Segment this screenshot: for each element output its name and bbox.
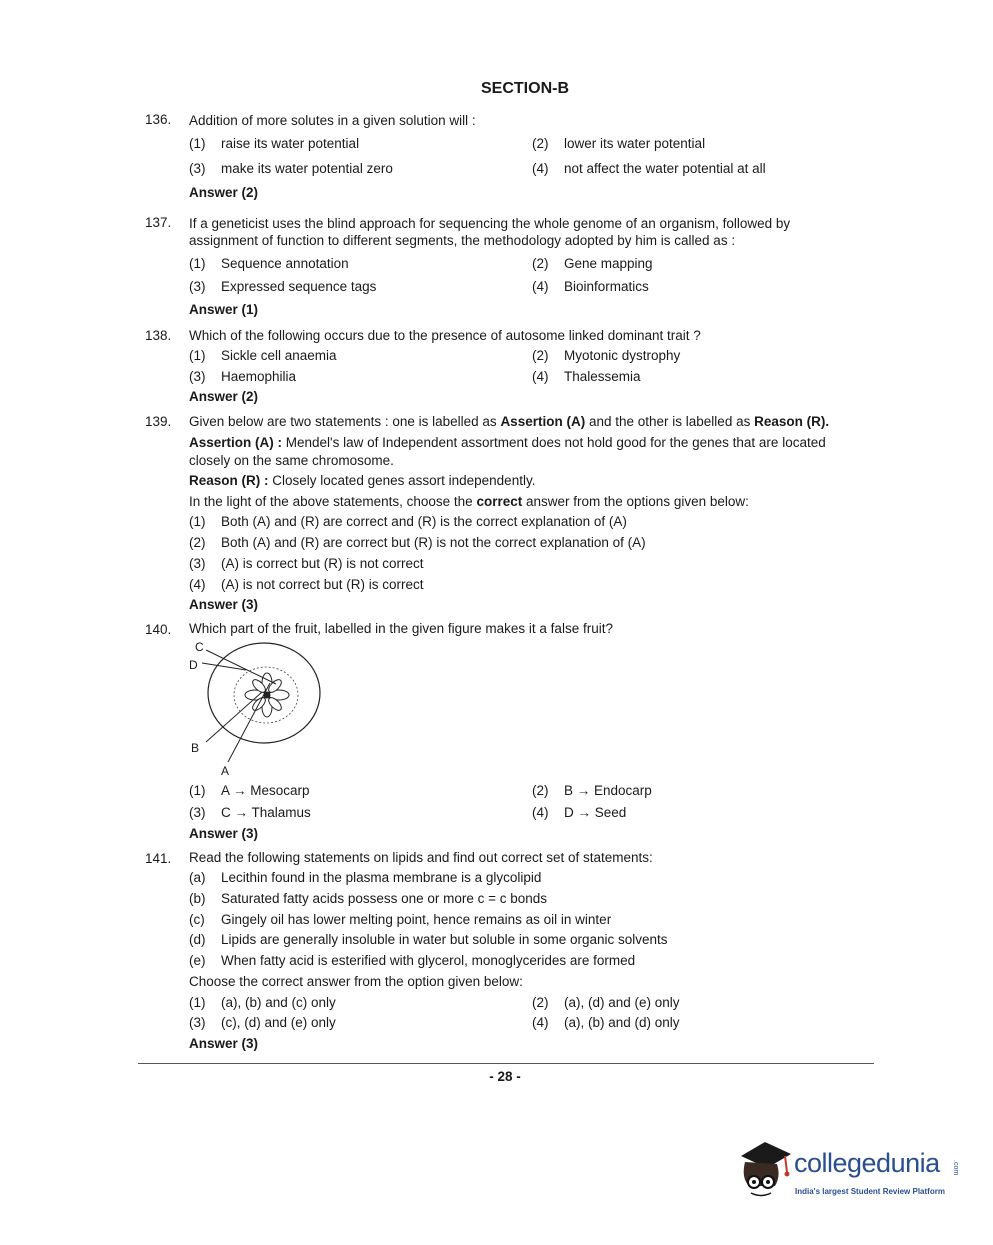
option-text: (A) is correct but (R) is not correct xyxy=(221,556,424,571)
option-number: (2) xyxy=(532,995,549,1010)
option-1 xyxy=(189,995,336,1010)
assertion-line-1 xyxy=(189,434,826,452)
option-number: (2) xyxy=(532,783,549,798)
question-number: 140. xyxy=(145,622,172,637)
option-number: (3) xyxy=(189,805,206,820)
answer: Answer (1) xyxy=(189,302,259,317)
question-text: Addition of more solutes in a given solution will : xyxy=(189,113,476,128)
option-text: (a), (b) and (c) only xyxy=(221,995,336,1010)
option-number: (3) xyxy=(189,279,206,294)
option-text: Bioinformatics xyxy=(564,279,649,294)
option-text: make its water potential zero xyxy=(221,161,393,176)
option-1 xyxy=(189,348,337,363)
figure-label-b: B xyxy=(191,741,200,755)
question-text-line-1: If a geneticist uses the blind approach for sequencing the whole genome of an organism, followed by xyxy=(189,216,791,231)
option-4 xyxy=(189,577,424,592)
option-text: (c), (d) and (e) only xyxy=(221,1015,336,1030)
option-2 xyxy=(532,136,705,151)
brand-logo-text: collegedunia xyxy=(794,1148,940,1178)
option-text: raise its water potential xyxy=(221,136,360,151)
statement-e xyxy=(189,953,635,968)
assertion-heading: Assertion (A) : xyxy=(189,435,283,450)
statement-c xyxy=(189,912,611,927)
option-3 xyxy=(189,556,424,571)
reason-label: Reason (R). xyxy=(754,414,830,429)
question-text: Read the following statements on lipids and find out correct set of statements: xyxy=(189,850,653,865)
option-number: (1) xyxy=(189,136,206,151)
option-number: (3) xyxy=(189,1015,206,1030)
option-number: (3) xyxy=(189,161,206,176)
option-1 xyxy=(189,783,310,798)
reason-heading: Reason (R) : xyxy=(189,473,269,488)
option-number: (2) xyxy=(532,136,549,151)
option-2 xyxy=(532,256,653,271)
statement-text: Gingely oil has lower melting point, hence remains as oil in winter xyxy=(221,912,612,927)
brand-tagline: India's largest Student Review Platform xyxy=(795,1187,945,1196)
question-number: 138. xyxy=(145,328,172,343)
option-text: Gene mapping xyxy=(564,256,653,271)
option-text: Expressed sequence tags xyxy=(221,279,377,294)
option-3 xyxy=(189,279,376,294)
option-4 xyxy=(532,279,649,294)
statement-d xyxy=(189,932,668,947)
statement-text: Lecithin found in the plasma membrane is a glycolipid xyxy=(221,870,542,885)
statement-letter: (d) xyxy=(189,932,206,947)
option-text: (a), (d) and (e) only xyxy=(564,995,680,1010)
option-3 xyxy=(189,1015,336,1030)
instruction-text: answer from the options given below: xyxy=(526,494,749,509)
option-text: A → Mesocarp xyxy=(221,783,310,798)
question-number: 137. xyxy=(145,215,172,230)
option-text: Thalessemia xyxy=(564,369,641,384)
option-number: (1) xyxy=(189,783,206,798)
option-4 xyxy=(532,161,766,176)
option-text: Myotonic dystrophy xyxy=(564,348,681,363)
reason-line xyxy=(189,472,535,490)
answer: Answer (2) xyxy=(189,389,259,404)
option-number: (2) xyxy=(532,348,549,363)
option-1 xyxy=(189,514,627,529)
question-number: 141. xyxy=(145,851,172,866)
option-number: (4) xyxy=(532,805,549,820)
assertion-label: Assertion (A) xyxy=(500,414,586,429)
reason-text: Closely located genes assort independently. xyxy=(272,473,536,488)
question-text: Which part of the fruit, labelled in the given figure makes it a false fruit? xyxy=(189,621,613,636)
assertion-text: Mendel's law of Independent assortment does not hold good for the genes that are located xyxy=(285,435,826,450)
option-text: (A) is not correct but (R) is correct xyxy=(221,577,424,592)
statement-letter: (b) xyxy=(189,891,206,906)
option-text: (a), (b) and (d) only xyxy=(564,1015,680,1030)
statement-text: When fatty acid is esterified with glycerol, monoglycerides are formed xyxy=(221,953,636,968)
option-1 xyxy=(189,256,349,271)
option-2 xyxy=(532,783,652,798)
option-number: (1) xyxy=(189,348,206,363)
instruction-text: In the light of the above statements, choose the xyxy=(189,494,473,509)
option-number: (2) xyxy=(532,256,549,271)
figure-label-c: C xyxy=(195,640,204,654)
question-text-line-2: assignment of function to different segments, the methodology adopted by him is called as : xyxy=(189,233,736,248)
footer-divider xyxy=(138,1063,874,1064)
option-number: (1) xyxy=(189,256,206,271)
brand-logo-suffix: .com xyxy=(952,1160,959,1176)
intro-text: and the other is labelled as xyxy=(588,414,751,429)
option-3 xyxy=(189,161,393,176)
option-text: C → Thalamus xyxy=(221,805,311,820)
figure-label-d: D xyxy=(189,658,198,672)
instruction-line xyxy=(189,493,749,511)
option-text: B → Endocarp xyxy=(564,783,652,798)
option-number: (4) xyxy=(189,577,206,592)
section-title: SECTION-B xyxy=(481,80,569,97)
answer: Answer (2) xyxy=(189,185,259,200)
answer: Answer (3) xyxy=(189,1036,259,1051)
question-intro xyxy=(189,413,829,431)
option-text: Haemophilia xyxy=(221,369,297,384)
page-number: - 28 - xyxy=(489,1069,521,1084)
assertion-line-2: closely on the same chromosome. xyxy=(189,453,394,468)
question-number: 136. xyxy=(145,112,172,127)
option-number: (3) xyxy=(189,369,206,384)
statement-b xyxy=(189,891,547,906)
option-number: (4) xyxy=(532,161,549,176)
option-4 xyxy=(532,1015,680,1030)
option-3 xyxy=(189,369,296,384)
option-text: not affect the water potential at all xyxy=(564,161,766,176)
intro-text: Given below are two statements : one is labelled as xyxy=(189,414,497,429)
option-text: Sequence annotation xyxy=(221,256,349,271)
statement-letter: (a) xyxy=(189,870,206,885)
statement-a xyxy=(189,870,541,885)
option-number: (4) xyxy=(532,279,549,294)
option-2 xyxy=(532,995,680,1010)
fruit-diagram xyxy=(180,638,330,780)
option-2 xyxy=(189,535,646,550)
option-4 xyxy=(532,369,641,384)
statement-text: Saturated fatty acids possess one or more c = c bonds xyxy=(221,891,548,906)
statement-text: Lipids are generally insoluble in water but soluble in some organic solvents xyxy=(221,932,668,947)
option-number: (4) xyxy=(532,369,549,384)
instruction-emphasis: correct xyxy=(476,494,523,509)
figure-label-a: A xyxy=(221,764,230,778)
brand-mascot-icon xyxy=(735,1138,793,1206)
option-3 xyxy=(189,805,311,820)
option-2 xyxy=(532,348,680,363)
option-number: (4) xyxy=(532,1015,549,1030)
option-text: Sickle cell anaemia xyxy=(221,348,337,363)
option-text: D → Seed xyxy=(564,805,627,820)
question-text: Which of the following occurs due to the presence of autosome linked dominant trait ? xyxy=(189,328,701,343)
option-number: (1) xyxy=(189,995,206,1010)
option-text: Both (A) and (R) are correct and (R) is the correct explanation of (A) xyxy=(221,514,627,529)
statement-letter: (e) xyxy=(189,953,206,968)
statement-letter: (c) xyxy=(189,912,205,927)
option-text: lower its water potential xyxy=(564,136,706,151)
option-number: (1) xyxy=(189,514,206,529)
option-number: (2) xyxy=(189,535,206,550)
option-1 xyxy=(189,136,359,151)
option-4 xyxy=(532,805,626,820)
question-number: 139. xyxy=(145,414,172,429)
option-text: Both (A) and (R) are correct but (R) is not the correct explanation of (A) xyxy=(221,535,646,550)
choose-instruction: Choose the correct answer from the option given below: xyxy=(189,974,523,989)
answer: Answer (3) xyxy=(189,597,259,612)
answer: Answer (3) xyxy=(189,826,259,841)
option-number: (3) xyxy=(189,556,206,571)
